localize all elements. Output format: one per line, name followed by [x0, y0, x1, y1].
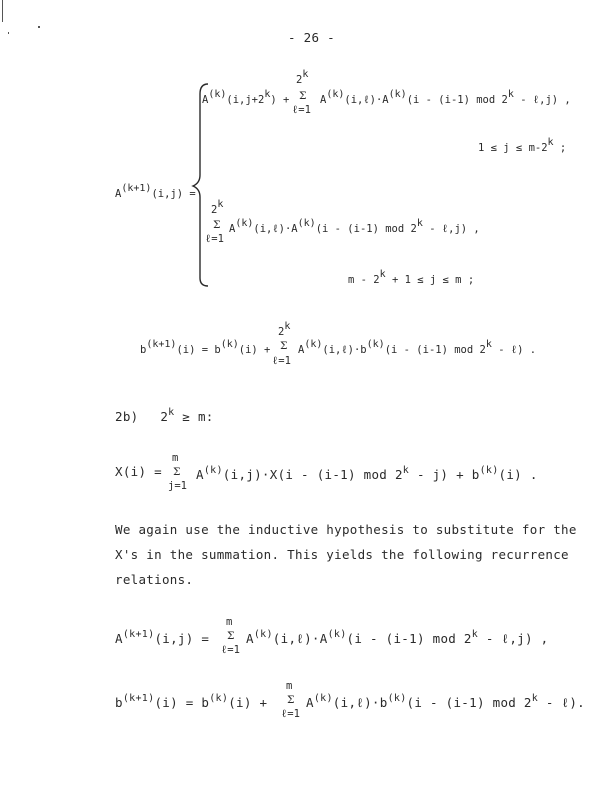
lhs-args: (i) = b	[154, 695, 210, 710]
lhs-args: (i,j) =	[154, 631, 210, 646]
sum-top-exp: k	[284, 321, 291, 332]
b2-sup: (k)	[366, 339, 385, 350]
paragraph-line-1: We again use the inductive hypothesis to substitute for the	[115, 522, 577, 537]
sum-top-base: 2	[278, 326, 285, 338]
term-args: (i,j+2	[226, 94, 265, 106]
b-args: (i) +	[238, 344, 271, 356]
eq2-sum-top	[278, 322, 290, 338]
eq1-case1-sum-bottom: ℓ=1	[292, 104, 311, 116]
paragraph-line-3: relations.	[115, 572, 194, 587]
a1-args: (i,ℓ)·A	[344, 94, 389, 106]
end: - ℓ).	[538, 695, 586, 710]
eq2-lhs	[140, 340, 270, 356]
a2-tail: - ℓ,j) ,	[513, 94, 571, 106]
cond-post: + 1 ≤ j ≤ m ;	[385, 274, 475, 286]
a-sup: (k)	[203, 465, 223, 476]
eq3-sum-top: m	[172, 452, 179, 464]
cond-exp: k	[547, 137, 554, 148]
case-base: 2	[160, 409, 169, 424]
a2-sup: (k)	[297, 218, 316, 229]
eq1-case1-rest	[320, 90, 571, 106]
a: A	[298, 344, 305, 356]
cond-pre: 1 ≤ j ≤ m-2	[478, 142, 548, 154]
scan-speck	[8, 32, 9, 34]
a2-args: (i - (i-1) mod 2	[315, 223, 417, 235]
tail-exp: k	[471, 629, 479, 640]
cond-post: ;	[553, 142, 567, 154]
cond-pre: m - 2	[348, 274, 380, 286]
sum-top-base: 2	[296, 74, 303, 86]
eq1-lhs	[115, 184, 196, 200]
case-heading	[115, 408, 214, 424]
eq4-lhs	[115, 630, 209, 646]
a: A	[306, 695, 314, 710]
eq5-lhs	[115, 694, 267, 710]
eq3-sigma: Σ	[173, 466, 181, 478]
eq3-lhs: X(i) =	[115, 464, 162, 479]
a-sup: (k)	[313, 693, 333, 704]
eq1-lhs-base: A	[115, 188, 122, 200]
eq1-case1-sigma: Σ	[299, 90, 307, 102]
b-sup: (k)	[479, 465, 499, 476]
a2-exp: k	[416, 218, 423, 229]
tail: (i - (i-1) mod 2	[346, 631, 472, 646]
a-args: (i,j)·X(i - (i-1) mod 2	[222, 467, 403, 482]
paragraph-line-2: X's in the summation. This yields the following recurrence	[115, 547, 569, 562]
a1: A	[320, 94, 327, 106]
eq4-sum-bottom: ℓ=1	[221, 644, 240, 656]
eq2-sigma: Σ	[280, 340, 288, 352]
scan-speck	[38, 26, 40, 28]
a1: A	[229, 223, 236, 235]
eq4-rest	[246, 630, 548, 646]
a2-sup: (k)	[388, 89, 407, 100]
eq3-sum-bottom: j=1	[168, 480, 187, 492]
a-args: (i,ℓ)·b	[332, 695, 388, 710]
eq4-sigma: Σ	[227, 630, 235, 642]
eq1-lhs-args: (i,j) =	[151, 188, 196, 200]
a-args: (i,ℓ)·A	[272, 631, 328, 646]
lhs: A	[115, 631, 123, 646]
lhs-sup: (k+1)	[122, 629, 155, 640]
term-exp: k	[264, 89, 271, 100]
a-sup: (k)	[304, 339, 323, 350]
lhs-sup: (k+1)	[122, 693, 155, 704]
cond-exp: k	[379, 269, 386, 280]
lhs-args: (i) = b	[176, 344, 221, 356]
case-exp: k	[168, 407, 175, 418]
b-sup: (k)	[220, 339, 239, 350]
eq4-sum-top: m	[226, 616, 233, 628]
eq1-lhs-sup: (k+1)	[121, 183, 152, 194]
a1-sup: (k)	[326, 89, 345, 100]
case-rel: ≥ m:	[174, 409, 214, 424]
eq1-case1-condition	[478, 138, 566, 154]
lhs: b	[140, 344, 147, 356]
b-args: (i) +	[228, 695, 268, 710]
eq2-sum-bottom: ℓ=1	[272, 355, 291, 367]
mid: - j) + b	[409, 467, 480, 482]
a-sup: (k)	[253, 629, 273, 640]
a2-tail: - ℓ,j) ,	[422, 223, 480, 235]
eq1-case2-sigma: Σ	[213, 219, 221, 231]
left-brace	[190, 80, 212, 290]
tail-exp: k	[531, 693, 539, 704]
a-exp: k	[402, 465, 410, 476]
sum-top-base: 2	[211, 204, 218, 216]
lhs: b	[115, 695, 123, 710]
a: A	[246, 631, 254, 646]
sum-top-exp: k	[217, 199, 224, 210]
tail: (i - (i-1) mod 2	[384, 344, 486, 356]
a2-sup: (k)	[327, 629, 347, 640]
eq5-sum-top: m	[286, 680, 293, 692]
tail: (i - (i-1) mod 2	[406, 695, 532, 710]
end: (i) .	[498, 467, 538, 482]
a-args: (i,ℓ)·b	[322, 344, 367, 356]
a2-args: (i - (i-1) mod 2	[406, 94, 508, 106]
end: - ℓ) .	[491, 344, 537, 356]
a2-exp: k	[507, 89, 514, 100]
eq1-case1-sum-top	[296, 70, 308, 86]
b-sup: (k)	[209, 693, 229, 704]
eq1-case2-rest	[229, 219, 480, 235]
case-label: 2b)	[115, 409, 139, 424]
term-base: A	[202, 94, 209, 106]
eq3-rest	[196, 466, 538, 482]
eq5-rest	[306, 694, 585, 710]
end: - ℓ,j) ,	[478, 631, 549, 646]
a: A	[196, 467, 204, 482]
eq1-case1-term	[202, 90, 289, 106]
sum-top-exp: k	[302, 69, 309, 80]
lhs-sup: (k+1)	[146, 339, 177, 350]
term-end: ) +	[270, 94, 290, 106]
tail-exp: k	[485, 339, 492, 350]
eq1-case2-condition	[348, 270, 474, 286]
a1-sup: (k)	[235, 218, 254, 229]
a1-args: (i,ℓ)·A	[253, 223, 298, 235]
eq5-sum-bottom: ℓ=1	[281, 708, 300, 720]
eq2-rest	[298, 340, 536, 356]
eq5-sigma: Σ	[287, 694, 295, 706]
term-sup: (k)	[208, 89, 227, 100]
eq1-case2-sum-top	[211, 200, 223, 216]
eq1-case2-sum-bottom: ℓ=1	[205, 233, 224, 245]
scan-margin-mark	[2, 0, 3, 22]
b2-sup: (k)	[387, 693, 407, 704]
page-number: - 26 -	[288, 30, 335, 45]
